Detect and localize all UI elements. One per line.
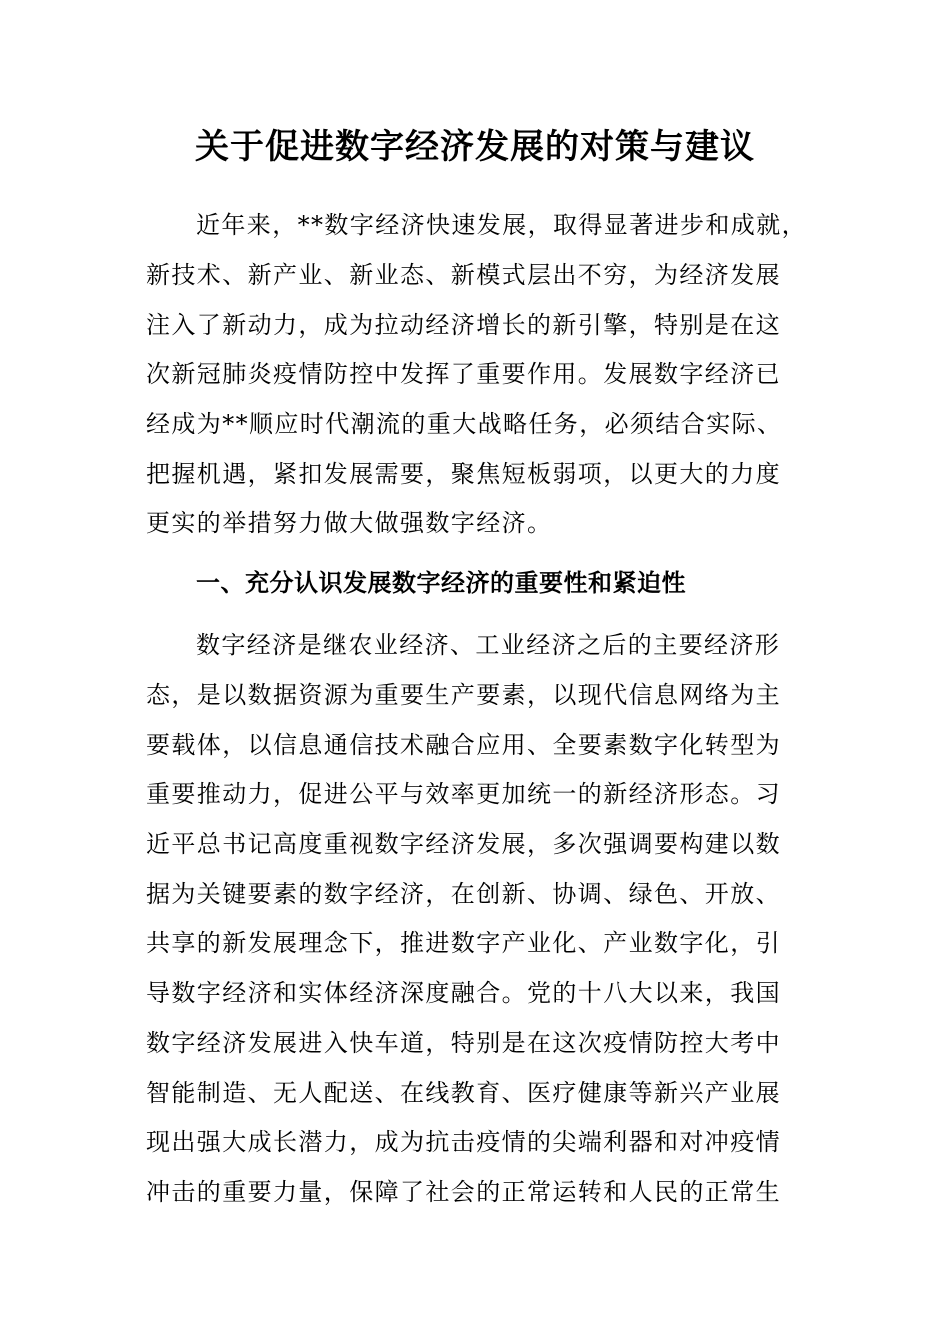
body-line: 数字经济是继农业经济、工业经济之后的主要经济形 [196,631,781,659]
body-line: 数字经济发展进入快车道，特别是在这次疫情防控大考中 [146,1029,781,1057]
document-title: 关于促进数字经济发展的对策与建议 [195,127,755,167]
intro-line: 更实的举措努力做大做强数字经济。 [146,509,553,537]
body-line: 近平总书记高度重视数字经济发展，多次强调要构建以数 [146,830,781,858]
body-line: 现出强大成长潜力，成为抗击疫情的尖端利器和对冲疫情 [146,1128,781,1156]
body-line: 重要推动力，促进公平与效率更加统一的新经济形态。习 [146,780,781,808]
intro-line: 次新冠肺炎疫情防控中发挥了重要作用。发展数字经济已 [146,360,781,388]
body-line: 态，是以数据资源为重要生产要素，以现代信息网络为主 [146,681,781,709]
intro-line: 新技术、新产业、新业态、新模式层出不穷，为经济发展 [146,261,781,289]
body-line: 据为关键要素的数字经济，在创新、协调、绿色、开放、 [146,880,781,908]
body-line: 冲击的重要力量，保障了社会的正常运转和人民的正常生 [146,1178,781,1206]
intro-line: 把握机遇，紧扣发展需要，聚焦短板弱项，以更大的力度 [146,460,781,488]
intro-line: 经成为**顺应时代潮流的重大战略任务，必须结合实际、 [146,410,783,438]
section-heading: 一、充分认识发展数字经济的重要性和紧迫性 [196,569,686,597]
intro-line: 近年来，**数字经济快速发展，取得显著进步和成就， [196,211,807,239]
body-line: 导数字经济和实体经济深度融合。党的十八大以来，我国 [146,979,781,1007]
body-line: 智能制造、无人配送、在线教育、医疗健康等新兴产业展 [146,1079,781,1107]
body-line: 共享的新发展理念下，推进数字产业化、产业数字化，引 [146,929,781,957]
intro-line: 注入了新动力，成为拉动经济增长的新引擎，特别是在这 [146,311,781,339]
body-line: 要载体，以信息通信技术融合应用、全要素数字化转型为 [146,731,781,759]
